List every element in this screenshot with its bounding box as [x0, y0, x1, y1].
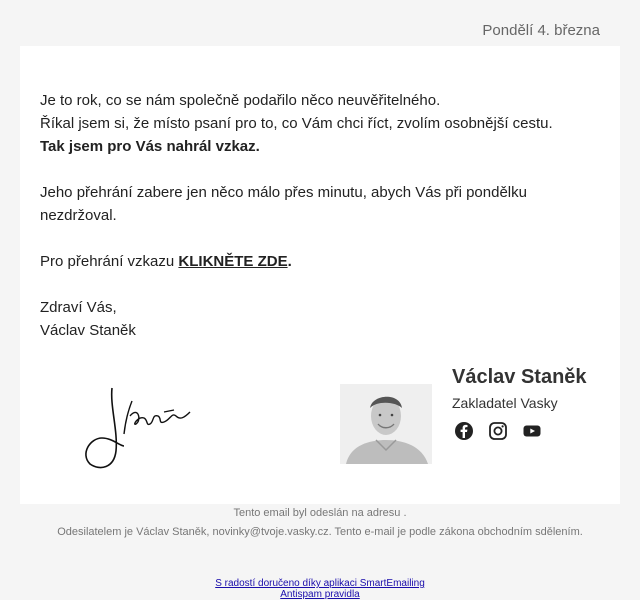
social-links	[454, 421, 542, 441]
footer-sender-info: Odesilatelem je Václav Staněk, novinky@tvoje.vasky.cz. Tento e-mail je podle zákona obchodním sdělením.	[57, 526, 583, 538]
avatar	[340, 384, 432, 464]
message-line: Je to rok, co se nám společně podařilo něco neuvěřitelného.	[40, 92, 441, 109]
antispam-link[interactable]: Antispam pravidla	[280, 589, 360, 600]
email-card	[20, 46, 620, 504]
message-body	[40, 89, 600, 342]
greeting: Zdraví Vás,	[40, 299, 117, 316]
email-date: Pondělí 4. března	[482, 22, 600, 39]
signature-name: Václav Staněk	[452, 366, 587, 388]
instagram-icon[interactable]	[488, 421, 508, 441]
smartemailing-link[interactable]: S radostí doručeno díky aplikaci SmartEmailing	[215, 578, 425, 589]
sender-name: Václav Staněk	[40, 322, 136, 339]
play-message-link[interactable]: KLIKNĚTE ZDE	[178, 253, 288, 270]
cta-prefix: Pro přehrání vzkazu	[40, 253, 179, 270]
message-line-bold: Tak jsem pro Vás nahrál vzkaz.	[40, 138, 260, 155]
facebook-icon[interactable]	[454, 421, 474, 441]
youtube-icon[interactable]	[522, 421, 542, 441]
message-line: Jeho přehrání zabere jen něco málo přes minutu, abych Vás při pondělku nezdržoval.	[40, 184, 527, 224]
signature-role: Zakladatel Vasky	[452, 395, 558, 411]
cta-suffix: .	[287, 253, 292, 270]
footer-sent-to: Tento email byl odeslán na adresu .	[233, 507, 407, 519]
cta-paragraph	[40, 250, 600, 273]
handwritten-signature	[80, 376, 200, 476]
footer-links	[0, 578, 640, 600]
message-line: Říkal jsem si, že místo psaní pro to, co Vám chci říct, zvolím osobnější cestu.	[40, 115, 553, 132]
